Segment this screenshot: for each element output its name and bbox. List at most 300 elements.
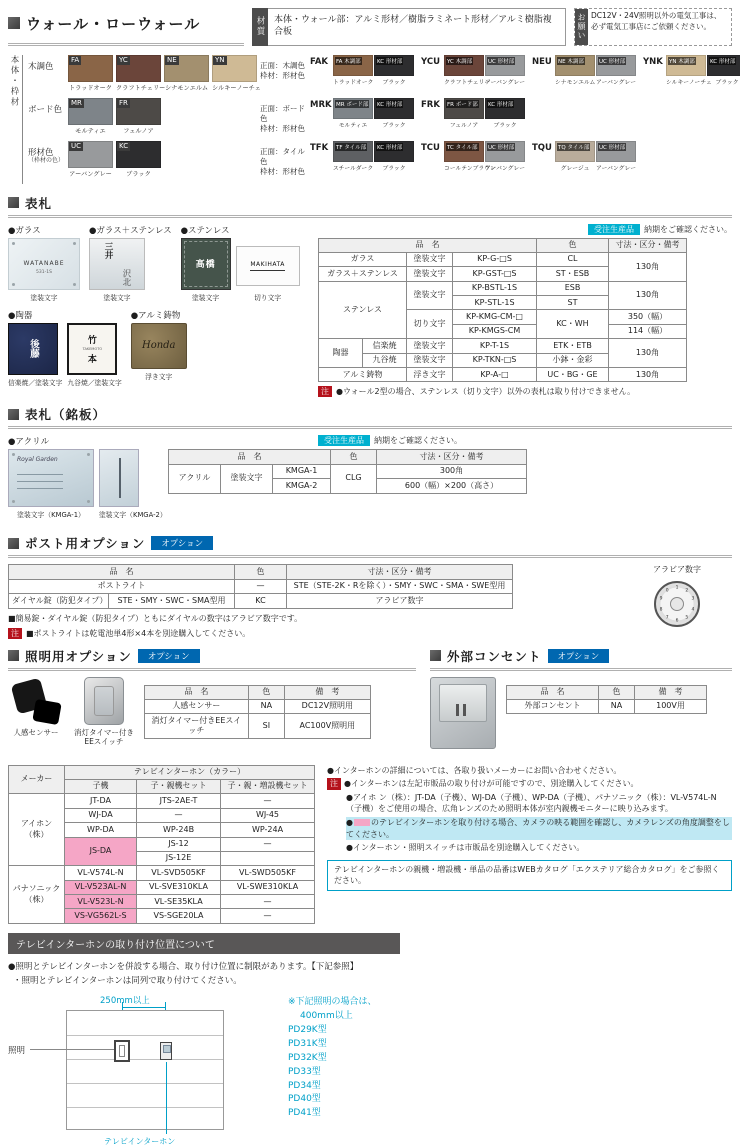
- nameplate-table-area: [318, 224, 732, 398]
- mount-dot: [12, 283, 15, 286]
- table-cell: KC: [235, 594, 287, 608]
- mount-dot: [12, 500, 15, 503]
- dimension-line: [122, 1007, 166, 1008]
- order-text: 納期をご確認ください。: [644, 224, 732, 234]
- nameplate-text: 本: [87, 354, 97, 365]
- lamp-leader-line: [30, 1049, 114, 1050]
- combo-part: [444, 55, 491, 86]
- sample-caption: 切り文字: [254, 293, 282, 302]
- color-swatch: [212, 55, 261, 92]
- color-swatch-box: [116, 98, 161, 125]
- combo-category-label: [260, 98, 310, 134]
- combo-part: [333, 141, 373, 172]
- post-table-area: [8, 564, 622, 638]
- table-cell: 外部コンセント: [507, 699, 599, 713]
- color-name: トラッドオーク: [68, 84, 112, 92]
- combo-part-chip: UC 形材部: [599, 58, 626, 65]
- combo-part-chip: NE 木調部: [558, 58, 584, 65]
- interphone-note: [327, 765, 732, 777]
- note-text: ●アイホ ン（株）：JT-DA（子機）、WJ-DA（子機）、WP-DA（子機）、パナソニック（株）：VL-V574L-N（子機）をご使用の場合、広角レンズのため照明本体が室内親機モニターに映り込みます。: [346, 792, 717, 814]
- nameplate-text: Honda: [141, 340, 176, 351]
- table-cell: 350（幅）: [609, 310, 687, 324]
- sample-group: [89, 224, 172, 302]
- sample-group-label: ●アクリル: [8, 437, 50, 448]
- combo-swatch-box: [555, 55, 595, 76]
- dial-lock-image: [654, 581, 700, 627]
- combo-part-chip: TC タイル部: [447, 144, 478, 151]
- install-position-diagram: [8, 994, 288, 1147]
- color-combo: [421, 141, 525, 172]
- color-name: フェルノア: [123, 127, 154, 135]
- table-header-cell: 子・親機セット: [137, 779, 221, 793]
- ee-switch-caption: [74, 728, 134, 747]
- combo-part: [596, 141, 636, 172]
- combo-part: [707, 55, 740, 86]
- table-cell: KP-STL-1S: [453, 296, 537, 310]
- table-cell: KP-G-□S: [453, 252, 537, 266]
- table-cell: VS-SGE20LA: [137, 909, 221, 923]
- combo-pair: [333, 141, 414, 172]
- combo-part-chip: KC 形材部: [377, 58, 403, 65]
- lighting-body: [8, 677, 416, 747]
- motion-sensor-caption: 人感センサー: [13, 727, 59, 737]
- combo-part-name: アーバングレー: [485, 165, 525, 172]
- table-header-cell: 品 名: [507, 685, 599, 699]
- table-cell: VS-VG562L-S: [65, 909, 137, 923]
- sample-group: [8, 435, 167, 519]
- section-nameplates: [8, 194, 732, 398]
- interphone-note: [327, 792, 732, 815]
- ee-switch-image: [84, 677, 124, 725]
- table-header-cell: 色: [537, 238, 609, 252]
- combo-code: YCU: [421, 56, 440, 67]
- table-cell: 陶器: [319, 339, 363, 368]
- table-header-cell: 色: [599, 685, 635, 699]
- dial-digit: 9: [659, 596, 663, 602]
- interphone-leader-line: [166, 1062, 167, 1134]
- combo-swatch-box: [596, 141, 636, 162]
- color-combo: [310, 98, 414, 129]
- table-header-cell: 品 名: [319, 238, 537, 252]
- combo-pair: [555, 55, 636, 86]
- nameplate-sample-image: [236, 246, 300, 286]
- combo-swatch-box: [444, 98, 484, 119]
- table-header-cell: 備 考: [284, 685, 370, 699]
- color-name: ブラック: [126, 170, 151, 178]
- table-cell: JT-DA: [65, 794, 137, 808]
- sample-caption: 塗装文字: [103, 293, 131, 302]
- table-cell: JS-DA: [65, 837, 137, 866]
- combo-part-chip: UC 形材部: [488, 58, 515, 65]
- nameplate-samples: [8, 224, 308, 398]
- color-combo: [421, 55, 525, 86]
- table-cell: NA: [248, 699, 284, 713]
- combo-part-chip: FA 木調部: [336, 58, 361, 65]
- table-cell: KP-TKN-□S: [453, 353, 537, 367]
- option-badge: オプション: [151, 536, 213, 550]
- outdoor-outlet-image: [430, 677, 496, 749]
- combo-part-chip: UC 形材部: [599, 144, 626, 151]
- list-item: PD34型: [288, 1080, 321, 1091]
- note-badge: 注: [327, 778, 341, 790]
- table-cell: WJ-DA: [65, 808, 137, 822]
- table-cell: ESB: [537, 281, 609, 295]
- dial-digit: 1: [675, 585, 679, 591]
- mount-dot: [73, 242, 76, 245]
- section-head-nameplates: [8, 194, 732, 218]
- nameplates-body: [8, 224, 732, 398]
- data-table: [8, 564, 513, 608]
- sample-group-label: ●ガラス: [8, 225, 41, 236]
- color-combo: [310, 55, 414, 86]
- color-side-label: 本体・枠材: [8, 55, 23, 184]
- combo-part-name: アーバングレー: [596, 165, 636, 172]
- sample-items: [181, 238, 300, 302]
- notice-text: DC12V・24V照明以外の電気工事は、必ず電気工事店にご依頼ください。: [591, 11, 722, 31]
- nameplate-table: [318, 238, 732, 383]
- outlet-body: [430, 677, 732, 749]
- combo-swatch-box: [374, 98, 414, 119]
- nameplate-sample-image: [181, 238, 231, 290]
- table-cell: STE・SMY・SWC・SMA型用: [109, 594, 235, 608]
- table-cell: JTS-2AE-T: [137, 794, 221, 808]
- table-cell: —: [221, 909, 315, 923]
- table-cell: ETK・ETB: [537, 339, 609, 353]
- color-swatches: [68, 141, 260, 178]
- combo-part-name: ブラック: [715, 79, 739, 86]
- acrylic-table: [168, 449, 732, 493]
- install-position-section: [8, 933, 732, 1147]
- table-cell: 小鉢・金彩: [537, 353, 609, 367]
- interphone-note: [327, 842, 732, 854]
- combo-swatch-box: [444, 55, 484, 76]
- table-cell: VL-V523AL-N: [65, 880, 137, 894]
- color-swatches: [68, 55, 260, 92]
- table-cell: STE（STE-2K・Rを除く）・SMY・SWC・SMA・SWE型用: [287, 579, 513, 593]
- combo-part-name: モルティエ: [338, 122, 368, 129]
- lamp-illustration: [114, 1040, 130, 1062]
- section-head-lighting: [8, 647, 416, 671]
- color-category-label: [28, 55, 68, 73]
- section-title-text: ポスト用オプション: [25, 536, 146, 552]
- combo-swatch-box: [596, 55, 636, 76]
- table-header-cell: 子・親・増設機セット: [221, 779, 315, 793]
- color-code-chip: NE: [167, 55, 177, 64]
- list-item: PD31K型: [288, 1038, 327, 1049]
- note-text-body: のテレビインターホンを取り付ける場合、カメラの映る範囲を確認し、カメラレンズの角度調整をしてください。: [346, 817, 730, 839]
- section-title-text: 表札（銘板）: [25, 407, 107, 423]
- table-cell: VL-V574L-N: [65, 866, 137, 880]
- sample-group-label: ●ステンレス: [180, 225, 230, 236]
- ee-switch-caption-line1: 消灯タイマー付き: [74, 727, 134, 737]
- note-text: ■ポストライトは乾電池単4形×4本を別途購入してください。: [26, 628, 251, 638]
- table-cell: WJ-45: [221, 808, 315, 822]
- nameplate-sample-image: [131, 323, 187, 369]
- color-code-chip: YC: [119, 55, 128, 64]
- acrylic-body: [8, 435, 732, 526]
- nameplate-text: Royal Garden: [17, 456, 58, 464]
- data-table: [506, 685, 707, 715]
- table-header-cell: 品 名: [169, 450, 331, 464]
- color-code-chip: MR: [71, 98, 82, 107]
- combo-pair: [666, 55, 740, 86]
- page-header: [8, 8, 732, 46]
- section-square-icon: [8, 197, 19, 208]
- list-item: PD41型: [288, 1108, 321, 1119]
- color-band: [28, 98, 740, 135]
- combo-part-name: コールテンブラウン: [444, 165, 496, 172]
- motion-sensor-image: [8, 677, 64, 725]
- combo-part-name: ブラック: [382, 165, 406, 172]
- table-cell: KMGA-1: [273, 464, 331, 478]
- interphone-illustration: [160, 1042, 172, 1060]
- acrylic-table-area: [168, 435, 732, 526]
- color-code-chip: KC: [119, 141, 129, 150]
- data-table: [8, 765, 315, 924]
- combo-part-chip: YC 木調部: [447, 58, 473, 65]
- table-header-cell: 寸法・区分・備考: [609, 238, 687, 252]
- combo-part-chip: KC 形材部: [710, 58, 736, 65]
- sample-item: [8, 449, 94, 519]
- list-item: PD32K型: [288, 1052, 327, 1063]
- color-swatch-box: [164, 55, 209, 82]
- nameplate-text: TAKEMOTO: [82, 346, 103, 351]
- table-cell: 600（幅）×200（高さ）: [377, 479, 527, 493]
- mount-dot: [87, 500, 90, 503]
- table-cell: アルミ鋳物: [319, 368, 407, 382]
- combo-code: TCU: [421, 142, 440, 153]
- nameplate-text: MAKIHATA: [250, 261, 284, 271]
- table-cell: 130角: [609, 281, 687, 310]
- combo-swatch-box: [374, 141, 414, 162]
- table-header-cell: メーカー: [9, 765, 65, 794]
- color-combo: [532, 55, 636, 86]
- wall-illustration: [66, 1010, 224, 1130]
- mount-dot: [73, 283, 76, 286]
- combo-part-chip: UC 形材部: [488, 144, 515, 151]
- table-cell: 人感センサー: [144, 699, 248, 713]
- table-cell: ステンレス: [319, 281, 407, 339]
- table-cell: KC・WH: [537, 310, 609, 339]
- table-header-cell: 色: [331, 450, 377, 464]
- combo-pair: [444, 141, 525, 172]
- table-cell: KP-KMGS-CM: [453, 324, 537, 338]
- section-title-text: 照明用オプション: [25, 648, 132, 664]
- table-cell: VL-SVD505KF: [137, 866, 221, 880]
- material-label: 材質: [252, 8, 268, 46]
- sample-item: [236, 246, 300, 302]
- color-swatches: [68, 98, 260, 135]
- combo-part-name: ブラック: [382, 122, 406, 129]
- options-row: [8, 647, 732, 757]
- combo-part: [333, 98, 373, 129]
- color-code-chip: FR: [119, 98, 128, 107]
- models-note-line1: ※下記照明の場合は、: [288, 996, 377, 1007]
- table-cell: WP-DA: [65, 823, 137, 837]
- table-cell: 切り文字: [407, 310, 453, 339]
- table-cell: KP-GST-□S: [453, 267, 537, 281]
- table-cell: DC12V照明用: [284, 699, 370, 713]
- combo-part-chip: KC 形材部: [377, 101, 403, 108]
- section-square-icon: [8, 409, 19, 420]
- table-cell: 100V用: [635, 699, 707, 713]
- order-text: 納期をご確認ください。: [374, 436, 462, 446]
- color-swatch: [116, 98, 161, 135]
- sample-caption: 塗装文字: [30, 293, 58, 302]
- combo-part-chip: FR ボード部: [447, 101, 478, 108]
- combo-pair: [555, 141, 636, 172]
- nameplate-sample-image: [8, 238, 80, 290]
- combo-part: [555, 141, 595, 172]
- dial-digit: 7: [665, 615, 669, 621]
- post-options-table: [8, 564, 622, 608]
- table-cell: KP-A-□: [453, 368, 537, 382]
- nameplate-sample-image: [99, 449, 139, 507]
- combo-part-name: ブラック: [382, 79, 406, 86]
- dial-digit: 4: [691, 607, 695, 613]
- combo-part: [444, 98, 484, 129]
- combo-part-name: クラフトチェリー: [444, 79, 491, 86]
- combo-label-line: 枠材：形材色: [260, 166, 305, 176]
- lighting-models-note: [288, 994, 377, 1147]
- combo-part-chip: KC 形材部: [488, 101, 514, 108]
- color-category-label: [28, 141, 68, 166]
- nameplate-text: 三井: [103, 241, 113, 259]
- color-section: [8, 54, 739, 184]
- table-cell: アクリル: [169, 464, 221, 493]
- section-title-text: 表札: [25, 195, 53, 211]
- color-category-label: [28, 98, 68, 116]
- notice-label: お願い: [575, 9, 588, 45]
- notice-box: [574, 8, 732, 46]
- section-lighting-options: [8, 647, 416, 749]
- table-header-cell: 品 名: [9, 565, 235, 579]
- color-swatch-box: [116, 141, 161, 168]
- table-cell: 塗装文字: [407, 353, 453, 367]
- table-header-cell: 寸法・区分・備考: [377, 450, 527, 464]
- combo-part: [485, 55, 525, 86]
- combo-part: [485, 98, 525, 129]
- color-combos: [310, 98, 740, 129]
- table-cell: 300角: [377, 464, 527, 478]
- combo-swatch-box: [666, 55, 706, 76]
- nameplate-text: 高橋: [195, 260, 216, 270]
- sample-group-label: ●アルミ鋳物: [130, 310, 181, 321]
- combo-label-line: 枠材：形材色: [260, 123, 305, 133]
- sample-caption: 塗装文字（KMGA-2）: [99, 511, 167, 520]
- color-combo: [310, 141, 414, 172]
- lighting-model-list: [288, 1024, 377, 1122]
- table-cell: VL-SWE310KLA: [221, 880, 315, 894]
- sample-group-label: ●陶器: [8, 310, 33, 321]
- data-table: [168, 449, 527, 493]
- color-swatch: [68, 55, 113, 92]
- section-square-icon: [430, 650, 441, 661]
- color-name: シナモンエルム: [164, 84, 209, 92]
- dimension-label: 250mm以上: [100, 995, 150, 1006]
- option-badge: オプション: [548, 649, 610, 663]
- combo-part-name: スチールダーク: [333, 165, 374, 172]
- table-cell: JS-12: [137, 837, 221, 851]
- table-cell: ST・ESB: [537, 267, 609, 281]
- table-cell: ガラス: [319, 252, 407, 266]
- combo-pair: [444, 55, 525, 86]
- table-cell: 114（幅）: [609, 324, 687, 338]
- color-swatch: [164, 55, 209, 92]
- combo-part-name: ブラック: [493, 122, 517, 129]
- color-code-chip: YN: [215, 55, 225, 64]
- combo-part-chip: TQ タイル部: [558, 144, 590, 151]
- combo-code: NEU: [532, 56, 552, 67]
- table-header-cell: 寸法・区分・備考: [287, 565, 513, 579]
- combo-part-chip: YN 木調部: [669, 58, 695, 65]
- option-badge: オプション: [138, 649, 200, 663]
- combo-swatch-box: [444, 141, 484, 162]
- cat-sub: （枠材の色）: [28, 157, 65, 165]
- combo-part-name: アーバングレー: [596, 79, 636, 86]
- ee-switch-caption-line2: EEスイッチ: [84, 736, 124, 746]
- combo-part: [555, 55, 595, 86]
- note-text: ●インターホンは左記市販品の取り付けが可能ですので、別途購入してください。: [344, 779, 639, 789]
- acrylic-samples: [8, 435, 167, 526]
- page-title-block: [8, 8, 244, 46]
- sample-item: [181, 238, 231, 302]
- dial-digit: 6: [675, 618, 679, 624]
- nameplate-sample-image: [67, 323, 117, 375]
- table-cell: ST: [537, 296, 609, 310]
- list-item: PD29K型: [288, 1024, 327, 1035]
- table-cell: —: [221, 895, 315, 909]
- combo-swatch-box: [485, 98, 525, 119]
- dial-digit: 2: [685, 588, 689, 594]
- page-title: ウォール・ローウォール: [26, 14, 201, 33]
- sample-caption: 塗装文字（KMGA-1）: [17, 511, 85, 520]
- combo-part-name: シルキーノーチェ: [666, 79, 712, 86]
- color-name: モルティエ: [75, 127, 106, 135]
- color-bands: [28, 55, 740, 184]
- table-cell: WP-24A: [221, 823, 315, 837]
- combo-swatch-box: [333, 55, 373, 76]
- section-head-post: [8, 534, 732, 558]
- mount-dot: [87, 453, 90, 456]
- combo-swatch-box: [485, 141, 525, 162]
- nameplate-note: [318, 386, 732, 397]
- combo-swatch-box: [707, 55, 740, 76]
- table-header-cell: 色: [235, 565, 287, 579]
- color-swatch-box: [116, 55, 161, 82]
- note-text: ●ウォール2型の場合、ステンレス（切り文字）以外の表札は取り付けできません。: [336, 387, 636, 397]
- combo-pair: [444, 98, 525, 129]
- sample-item: [131, 323, 187, 381]
- sample-row-group: [8, 309, 308, 387]
- sample-caption: 浮き文字: [145, 372, 173, 381]
- sample-item: [67, 323, 121, 387]
- sample-group: [131, 309, 187, 381]
- combo-category-label: [260, 141, 310, 177]
- sample-item: [99, 449, 167, 519]
- color-code-chip: FA: [71, 55, 80, 64]
- mount-dot: [12, 453, 15, 456]
- color-swatch-box: [68, 141, 113, 168]
- table-cell: —: [137, 808, 221, 822]
- nameplate-text: WATANABE: [23, 259, 65, 267]
- combo-swatch-box: [333, 98, 373, 119]
- note-badge: 注: [8, 628, 22, 639]
- interphone-box-note: テレビインターホンの親機・増設機・単品の品番はWEBカタログ「エクステリア総合カタログ」をご参照ください。: [327, 860, 732, 891]
- table-cell: KP-BSTL-1S: [453, 281, 537, 295]
- install-position-title: テレビインターホンの取り付け位置について: [8, 933, 400, 954]
- post-options-body: [8, 564, 732, 638]
